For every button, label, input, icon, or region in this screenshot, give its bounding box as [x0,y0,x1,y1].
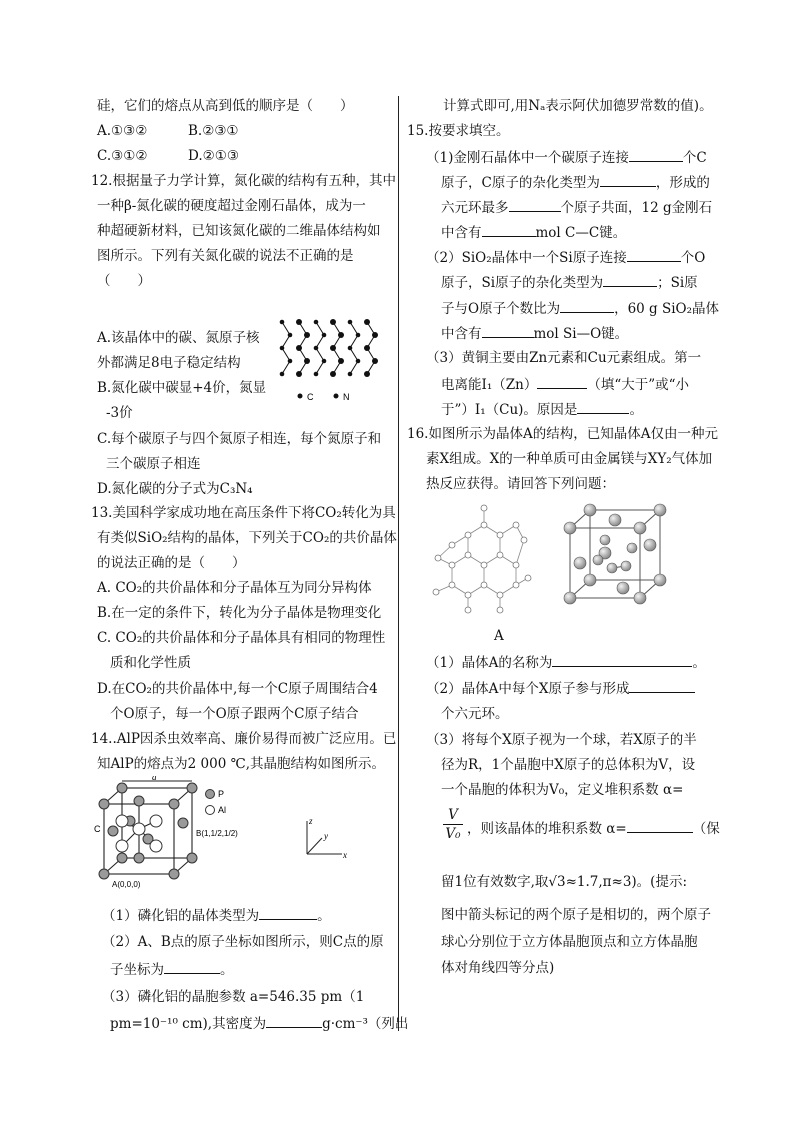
q16-sub3a: （3）将每个X原子视为一个球，若X原子的半 [426,732,697,748]
q15-1b: 原子，C原子的杂化类型为 ，形成的 [441,172,710,193]
q15-blank9[interactable] [537,374,587,389]
q16-sub1: （1）晶体A的名称为 。 [426,652,706,673]
q12-line5: （ ） [97,273,151,289]
diamond-structure-figure [428,500,538,620]
crystal-unit-cell-figure [560,500,670,610]
axis-x: x [343,850,347,860]
q11-option-a: A.①③② [97,123,148,139]
q15-3c: 于”）I₁（Cu)。原因是 。 [441,399,643,420]
q13-option-a: A. CO₂的共价晶体和分子晶体互为同分异构体 [97,580,372,596]
q13-line1: 13.美国科学家成功地在高压条件下将CO₂转化为具 [91,505,396,521]
fig-b-label: B(1,1/2,1/2) [196,829,238,838]
q16-sub2b: 个六元环。 [441,706,509,722]
q13-line2: 有类似SiO₂结构的晶体，下列关于CO₂的共价晶体 [97,530,397,546]
axis-z: z [309,816,313,826]
q15-1a: （1)金刚石晶体中一个碳原子连接 个C [426,147,707,168]
q16-sub2a: （2）晶体A中每个X原子参与形成 [426,678,695,699]
q11-option-c: C.③①② [97,148,148,164]
q16-sub3h: 体对角线四等分点) [441,960,555,976]
q14-blank2[interactable] [164,959,220,974]
q16-sub3f: 图中箭头标记的两个原子是相切的，两个原子 [441,907,711,923]
q16-blank3[interactable] [627,818,693,833]
q14-sub3b: pm=10⁻¹⁰ cm),其密度为 g·cm⁻³（列出 [110,1013,408,1034]
q14-continuation: 计算式即可,用Nₐ表示阿伏加德罗常数的值)。 [443,98,713,114]
q16-blank2[interactable] [629,678,695,693]
q14-sub3a: （3）磷化铝的晶胞参数 a=546.35 pm（1 [102,989,365,1005]
q12-line3: 种超硬新材料，已知该氮化碳的二维晶体结构如 [97,223,381,239]
q16-sub3d: ，则该晶体的堆积系数 α= （保 [467,818,720,839]
fig-c-label: C [94,824,101,834]
q12-option-a2: 外都满足8电子稳定结构 [97,355,241,371]
q16-line2: 素X组成。X的一种单质可由金属镁与XY₂气体加 [426,451,713,467]
q15-blank2[interactable] [600,172,656,187]
legend-c: C [307,392,314,402]
q12-option-c1: C.每个碳原子与四个氮原子相连，每个氮原子和 [97,431,382,447]
q14-blank3[interactable] [266,1013,322,1028]
q13-option-c1: C. CO₂的共价晶体和分子晶体具有相同的物理性 [97,630,386,646]
q16-line3: 热反应获得。请回答下列问题： [426,476,615,492]
q12-line2: 一种β-氮化碳的硬度超过金刚石晶体，成为一 [97,198,366,214]
q14-sub2b: 子坐标为 。 [110,959,234,980]
q11-option-d: D.②①③ [188,148,239,164]
q15-blank7[interactable] [560,298,614,313]
q16-sub3e: 留1位有效数字,取√3≈1.7,π≈3)。(提示: [441,874,687,890]
carbon-nitride-lattice-figure [274,314,378,404]
q16-line1: 16.如图所示为晶体A的结构，已知晶体A仅由一种元 [407,426,718,442]
q15-3a: （3）黄铜主要由Zn元素和Cu元素组成。第一 [426,350,702,366]
q12-line1: 12.根据量子力学计算，氮化碳的结构有五种，其中 [91,173,396,189]
q13-option-b: B.在一定的条件下，转化为分子晶体是物理变化 [97,605,382,621]
q12-option-b2: -3价 [106,405,133,421]
q15-blank5[interactable] [627,247,681,262]
q11-option-b: B.②③① [188,123,239,139]
q12-option-b1: B.氮化碳中碳显+4价，氮显 [97,380,267,396]
axis-y: y [324,831,328,841]
q15-blank3[interactable] [509,197,561,212]
q15-3b: 电离能I₁（Zn） （填“大于”或“小 [441,374,689,395]
q13-option-d1: D.在CO₂的共价晶体中,每一个C原子周围结合4 [97,681,378,697]
q15-2b: 原子，Si原子的杂化类型为 ；Si原 [441,272,698,293]
q13-line3: 的说法正确的是（ ） [97,555,246,571]
fig-origin-label: A(0,0,0) [112,880,141,889]
fig-al-legend: Al [218,805,227,815]
q14-sub1: （1）磷化铝的晶体类型为 。 [102,905,331,926]
q16-sub3g: 球心分别位于立方体晶胞顶点和立方体晶胞 [441,934,698,950]
q15-2c: 子与O原子个数比为 ，60 g SiO₂晶体 [441,298,719,319]
q14-line2: 知AlP的熔点为2 000 ℃,其晶胞结构如图所示。 [97,756,385,772]
q15-blank8[interactable] [482,323,534,338]
q16-sub3b: 径为R，1个晶胞中X原子的总体积为V，设 [441,757,696,773]
q16-sub3c: 一个晶胞的体积为V₀，定义堆积系数 α= [441,782,684,798]
q15-1d: 中含有 mol C—C键。 [441,222,626,243]
fig-p-legend: P [218,789,225,799]
q12-option-d: D.氮化碳的分子式为C₃N₄ [97,481,253,497]
q15-2a: （2）SiO₂晶体中一个Si原子连接 个O [426,247,705,268]
q16-blank1[interactable] [552,652,692,667]
q14-sub2a: （2）A、B点的原子坐标如图所示，则C点的原 [102,934,384,950]
q11-stem-tail: 硅，它们的熔点从高到低的顺序是（ ） [97,98,354,114]
q15-blank6[interactable] [603,272,657,287]
q13-option-c2: 质和化学性质 [110,655,191,671]
column-divider [398,96,399,1031]
q14-blank1[interactable] [259,905,317,920]
fig-a-label: a [152,776,157,782]
q14-line1: 14..AlP因杀虫效率高、廉价易得而被广泛应用。已 [91,731,397,747]
q12-option-c2: 三个碳原子相连 [106,456,201,472]
q13-option-d2: 个O原子，每一个O原子跟两个C原子结合 [110,706,359,722]
q15-blank1[interactable] [629,147,683,162]
q15-1c: 六元环最多 个原子共面，12 g金刚石 [441,197,712,218]
fig-label-a: A [494,628,504,644]
legend-n: N [343,392,350,402]
q15-title: 15.按要求填空。 [407,123,510,139]
q15-2d: 中含有 mol Si—O键。 [441,323,628,344]
q15-blank4[interactable] [482,222,536,237]
q12-line4: 图所示。下列有关氮化碳的说法不正确的是 [97,248,354,264]
fraction-v-over-v0: V V₀ [443,806,463,843]
q15-blank10[interactable] [577,399,629,414]
q12-option-a1: A.该晶体中的碳、氮原子核 [97,330,260,346]
alp-unit-cell-figure [92,776,357,891]
